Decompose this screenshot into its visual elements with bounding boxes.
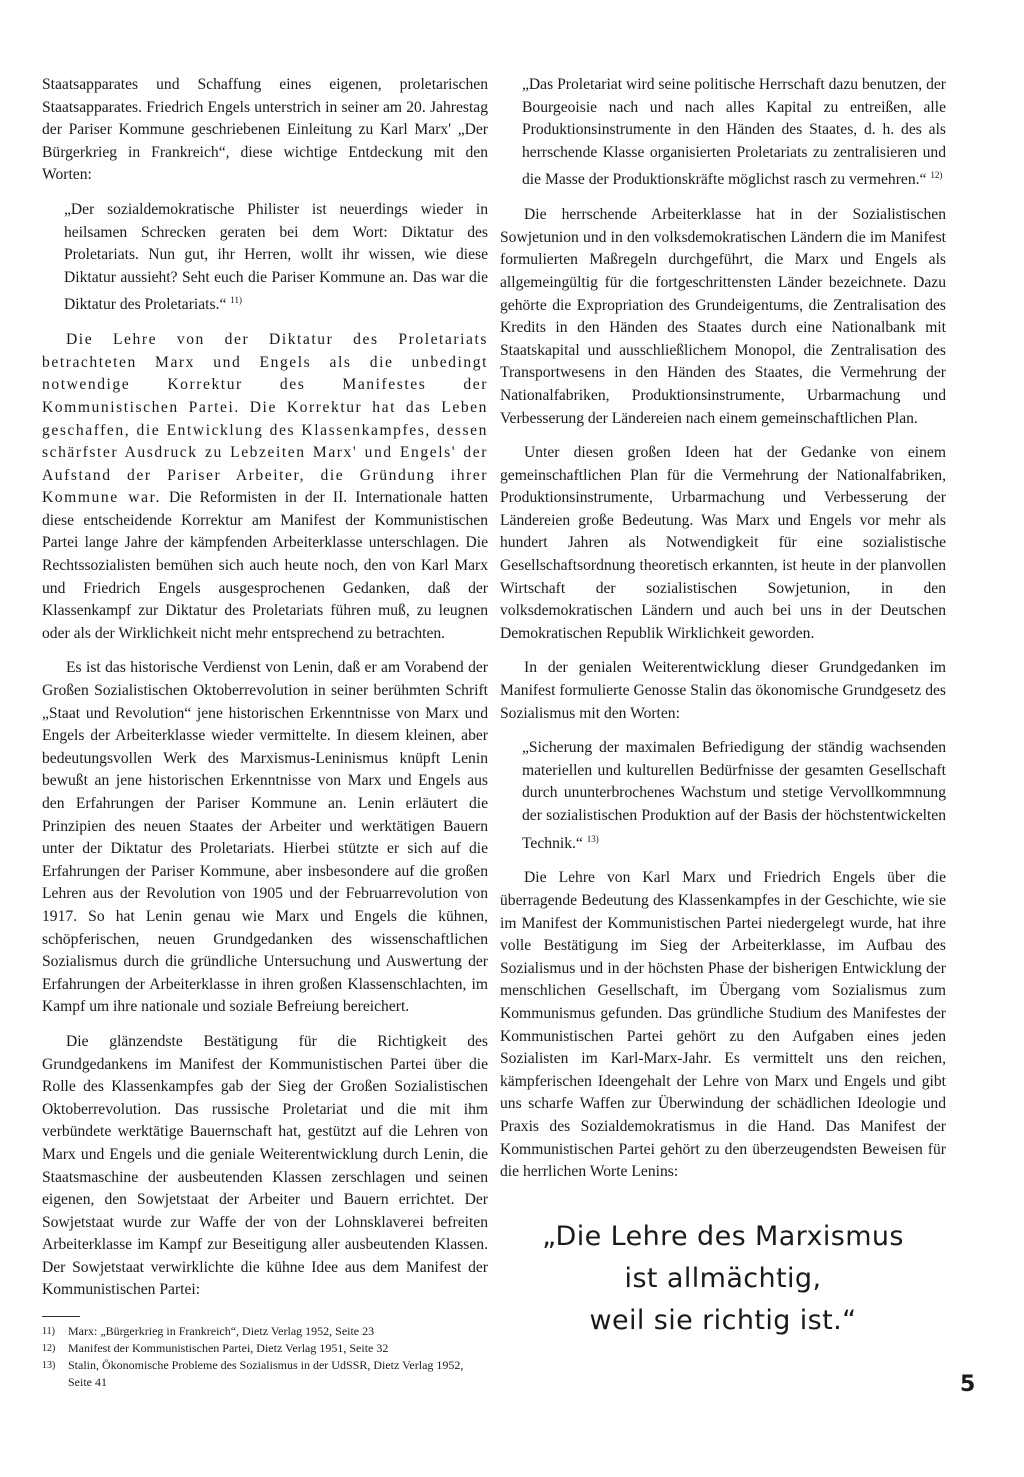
footnote-ref-12: 12) (930, 170, 943, 181)
motto-line-1: „Die Lehre des Marxismus (542, 1220, 904, 1252)
footnote-13: 13) Stalin, Ökonomische Probleme des Sozialismus in der UdSSR, Dietz Verlag 1952, Seite 41 (42, 1358, 464, 1390)
right-column (500, 74, 946, 1342)
quote-stalin (522, 737, 946, 855)
paragraph-bestaetigung: Die glänzendste Bestätigung für die Richtigkeit des Grundgedankens im Manifest der Kommunistischen Partei über die Rolle des Klassenkampfes gab der Sieg der Großen Sozialistischen Oktoberrevolution. Das russische Proletariat und die mit ihm verbündete werktätige Bauernschaft hat, gestützt auf die Lehren von Marx und Engels und die geniale Weiterentwicklung durch Lenin, die Staatsmaschine der ausbeutenden Klassen zerschlagen und seinen eigenen, den Sowjetstaat der Arbeiter und Bauern errichtet. Der Sowjetstaat wurde zur Waffe der von der Lohnsklaverei befreiten Arbeiterklasse im Kampf zur Beseitigung aller ausbeutenden Klassen. Der Sowjetstaat verwirklichte die kühne Idee aus dem Manifest der Kommunistischen Partei: (42, 1032, 488, 1299)
paragraph-lehre: Die Lehre von Karl Marx und Friedrich Engels über die überragende Bedeutung des Klassenkampfes in der Geschichte, wie sie im Manifest der Kommunistischen Partei niedergelegt wurde, hat ihre volle Bestätigung im Sieg der Arbeiterklasse, im Aufbau des Sozialismus und in der höchsten Phase der bisherigen Entwicklung der menschlichen Gesellschaft, im Übergang vom Sozialismus zum Kommunismus gefunden. Das gründliche Studium des Manifestes der Kommunistischen Partei gehört zu den Aufgaben eines jeden Sozialisten im Karl-Marx-Jahr. Es vermittelt uns den reichen, kämpferischen Ideengehalt der Lehre von Marx und Engels und gibt uns scharfe Waffen zur Überwindung der schädlichen Ideologie und Praxis des Sozialdemokratismus in die Hand. Das Manifest der Kommunistischen Partei gehört zu den überzeugendsten Beweisen für die herrlichen Worte Lenins: (500, 869, 946, 1181)
footnote-11: 11) Marx: „Bürgerkrieg in Frankreich“, Dietz Verlag 1952, Seite 23 (42, 1324, 375, 1339)
left-column (42, 74, 488, 1391)
quote-engels (64, 199, 488, 317)
motto-line-2: ist allmächtig, (624, 1262, 822, 1294)
paragraph-herrschende: Die herrschende Arbeiterklasse hat in der Sozialistischen Sowjetunion und in den volksdemokratischen Ländern die im Manifest formulierten Maßregeln durchgeführt, die Marx und Engels als allgemeingültig für die fortgeschrittensten Länder bezeichnete. Dazu gehörte die Expropriation des Grundeigentums, die Zentralisation des Kredits in den Händen des Staates durch eine Nationalbank mit Staatskapital und ausschließlichem Monopol, die Zentralisation des Transportwesens in den Händen des Staates, die Vermehrung der Nationalfabriken, Produktionsinstrumente, Urbarmachung und Verbesserung der Ländereien nach einem gemeinschaftlichen Plan. (500, 206, 946, 427)
lenin-motto (500, 1216, 946, 1342)
quote-manifest-text: „Das Proletariat wird seine politische Herrschaft dazu benutzen, der Bourgeoisie nach und nach alles Kapital zu entreißen, alle Produktionsinstrumente in den Händen des Staates, d. h. des als herrschende Klasse organisierten Proletariats zu zentralisieren und die Masse der Produktionskräfte möglichst rasch zu vermehren.“ $^{12)}$ (522, 76, 946, 189)
paragraph-diktatur (42, 329, 488, 645)
paragraph-continued: Staatsapparates und Schaffung eines eigenen, proletarischen Staatsapparates. Friedrich Engels unterstrich in seiner am 20. Jahrestag der Pariser Kommune geschriebenen Einleitung zu Karl Marx' „Der Bürgerkrieg in Frankreich“, diese wichtige Entdeckung mit den Worten: (42, 76, 488, 184)
paragraph-stalin: In der genialen Weiterentwicklung dieser Grundgedanken im Manifest formulierte Genosse Stalin das ökonomische Grundgesetz des Sozialismus mit den Worten: (500, 659, 946, 722)
footnote-rule (42, 1316, 80, 1317)
quote-engels-text: „Der sozialdemokratische Philister ist neuerdings wieder in heilsamen Schrecken geraten bei dem Wort: Diktatur des Proletariats. Nun gut, ihr Herren, wollt ihr wissen, wie diese Diktatur aussieht? Seht euch die Pariser Kommune an. Das war die Diktatur des Proletariats.“ $^{11)}$ (64, 200, 488, 314)
quote-manifest (522, 74, 946, 192)
quote-stalin-text: „Sicherung der maximalen Befriedigung der ständig wachsenden materiellen und kulturellen Bedürfnisse der gesamten Gesellschaft durch ununterbrochenes Wachstum und stetige Vervollkommnung der sozialistischen Produktion auf der Basis der höchstentwickelten Technik.“ $^{13)}$ (522, 739, 946, 852)
spaced-emphasis: Die Lehre von der Diktatur des Proletariats betrachteten Marx und Engels als die unbedingt notwendige Korrektur des Manifestes der Kommunistischen Partei. Die Korrektur hat das Leben geschaffen, die Entwicklung des Klassenkampfes, dessen schärfster Ausdruck zu Lebzeiten Marx' und Engels' der Aufstand der Pariser Arbeiter, die Gründung ihrer Kommune war. (42, 331, 488, 507)
footnote-12: 12) Manifest der Kommunistischen Partei, Dietz Verlag 1951, Seite 32 (42, 1341, 389, 1356)
footnote-ref-13: 13) (586, 833, 599, 844)
footnotes (42, 1316, 488, 1391)
motto-line-3: weil sie richtig ist.“ (589, 1304, 857, 1336)
paragraph-ideen: Unter diesen großen Ideen hat der Gedanke von einem gemeinschaftlichen Plan für die Vermehrung der Nationalfabriken, Produktionsinstrumente, Urbarmachung und Verbesserung der Ländereien große Bedeutung. Was Marx und Engels vor mehr als hundert Jahren als Notwendigkeit für eine sozialistische Gesellschaftsordnung theoretisch erkannten, ist heute in der planvollen Wirtschaft der sozialistischen Sowjetunion, in den volksdemokratischen Ländern und auch bei uns in der Deutschen Demokratischen Republik Wirklichkeit geworden. (500, 444, 946, 642)
page-number: 5 (960, 1372, 976, 1397)
paragraph-lenin: Es ist das historische Verdienst von Lenin, daß er am Vorabend der Großen Sozialistischen Oktoberrevolution in seiner berühmten Schrift „Staat und Revolution“ jene historischen Erkenntnisse von Marx und Engels der Arbeiterklasse wieder vermittelte. In diesem kleinen, aber bedeutungsvollen Werk des Marxismus-Leninismus knüpft Lenin bewußt an jene historischen Erkenntnisse von Marx und Engels aus den Erfahrungen der Pariser Kommune an. Lenin erläutert die Prinzipien des neuen Staates der Arbeiter und werktätigen Bauern unter der Diktatur des Proletariats. Hierbei stützte er sich auf die Erfahrungen der Pariser Kommune, aber insbesondere auf die großen Lehren aus der Revolution von 1905 und der Februarrevolution von 1917. So hat Lenin genau wie Marx und Engels die kühnen, schöpferischen, neuen Grundgedanken des wissenschaftlichen Sozialismus durch die gründliche Untersuchung und Auswertung der Erfahrungen der Arbeiterklasse in ihren großen Klassenschlachten, im Kampf um ihre nationale und soziale Befreiung bereichert. (42, 659, 488, 1016)
footnote-ref-11: 11) (230, 295, 242, 306)
paragraph-reformisten: Die Reformisten in der II. Internationale hatten diese entscheidende Korrektur am Manifest der Kommunistischen Partei lange Jahre der kämpfenden Arbeiterklasse unterschlagen. Die Rechtssozialisten bemühen sich auch heute noch, den von Karl Marx und Friedrich Engels ausgesprochenen Gedanken, daß der Klassenkampf zur Diktatur des Proletariats führen muß, zu leugnen oder als der Wirklichkeit nicht mehr entsprechend zu betrachten. (42, 489, 489, 642)
